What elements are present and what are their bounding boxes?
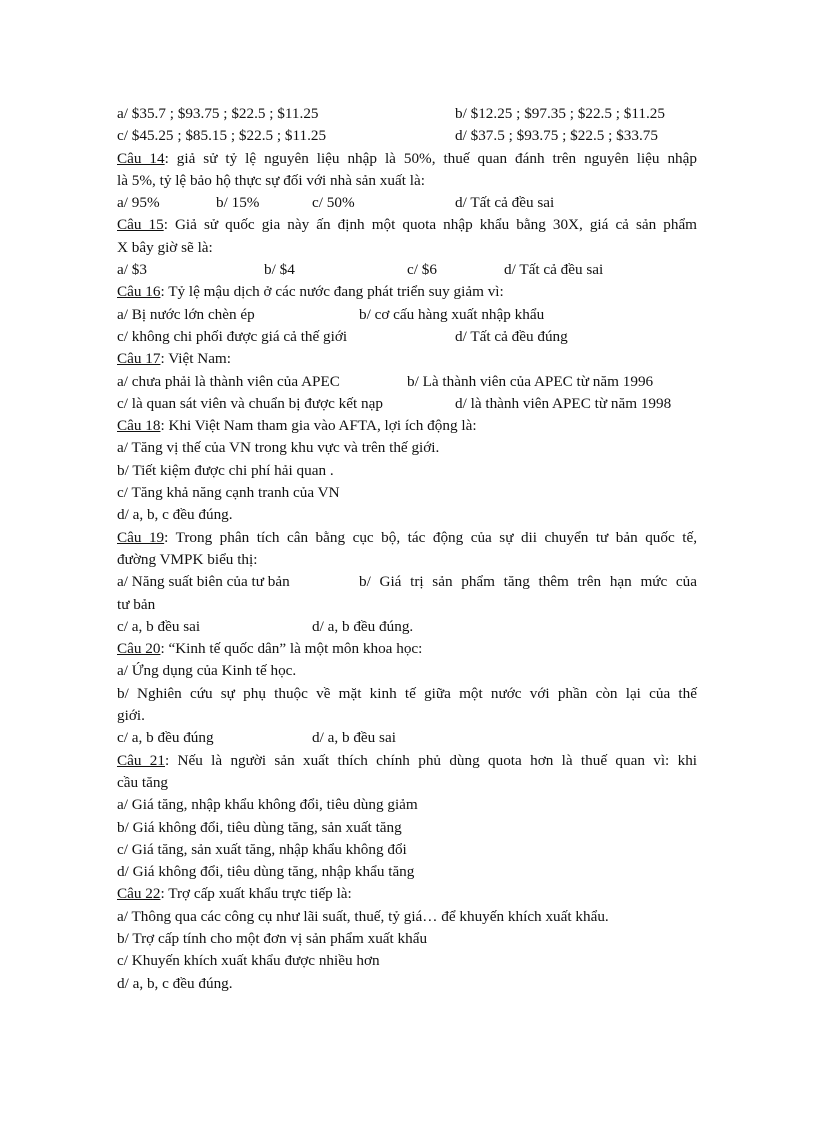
q17-option-d: d/ là thành viên APEC từ năm 1998 bbox=[455, 394, 672, 412]
q13-options-row-2 bbox=[117, 125, 697, 147]
q22-label: Câu 22 bbox=[117, 885, 161, 903]
q19-option-a: a/ Năng suất biên của tư bản bbox=[117, 573, 290, 591]
q13-option-a: a/ $35.7 ; $93.75 ; $22.5 ; $11.25 bbox=[117, 105, 319, 122]
q17-options-row-1 bbox=[117, 371, 697, 393]
q21-option-a: a/ Giá tăng, nhập khẩu không đổi, tiêu dùng giảm bbox=[117, 796, 418, 814]
q18-text: : Khi Việt Nam tham gia vào AFTA, lợi ích động là: bbox=[160, 417, 477, 435]
q20-option-b-line-1: b/ Nghiên cứu sự phụ thuộc về mặt kinh tế giữa một nước với phần còn lại của thế bbox=[117, 684, 697, 702]
q17-option-a: a/ chưa phải là thành viên của APEC bbox=[117, 372, 340, 390]
q15-options-row bbox=[117, 259, 697, 281]
q16-question-line bbox=[117, 281, 697, 303]
q15-text-2: X bây giờ sẽ là: bbox=[117, 238, 213, 256]
q16-options-row-1 bbox=[117, 304, 697, 326]
q21-label: Câu 21 bbox=[117, 751, 165, 769]
q21-option-c: c/ Giá tăng, sản xuất tăng, nhập khẩu không đổi bbox=[117, 840, 407, 858]
q14-option-b: b/ 15% bbox=[216, 194, 260, 212]
q15-text-1: : Giả sử quốc gia này ấn định một quota nhập khẩu bằng 30X, giá cả sản phẩm bbox=[163, 216, 697, 234]
q19-options-row-1 bbox=[117, 571, 697, 593]
q19-option-b-line-1: b/ Giá trị sản phẩm tăng thêm trên hạn mức của bbox=[359, 573, 697, 591]
q18-option-b: b/ Tiết kiệm được chi phí hải quan . bbox=[117, 461, 334, 479]
q22-question-line bbox=[117, 883, 697, 905]
q20-option-a: a/ Ứng dụng của Kinh tế học. bbox=[117, 662, 297, 680]
q21-question-line-2 bbox=[117, 772, 697, 794]
q14-option-a: a/ 95% bbox=[117, 194, 160, 212]
q21-text-1: : Nếu là người sản xuất thích chính phủ dùng quota hơn là thuế quan vì: khi bbox=[164, 751, 698, 769]
q13-option-b: b/ $12.25 ; $97.35 ; $22.5 ; $11.25 bbox=[455, 105, 665, 122]
q19-label: Câu 19 bbox=[117, 528, 165, 546]
q17-option-b: b/ Là thành viên của APEC từ năm 1996 bbox=[407, 372, 654, 390]
q19-text-2: đường VMPK biểu thị: bbox=[117, 550, 258, 568]
q15-option-c: c/ $6 bbox=[407, 261, 437, 279]
q18-option-d: d/ a, b, c đều đúng. bbox=[117, 506, 233, 524]
q20-label: Câu 20 bbox=[117, 640, 161, 658]
q17-question-line bbox=[117, 348, 697, 370]
q19-option-b-line-2: tư bản bbox=[117, 595, 156, 613]
q16-option-a: a/ Bị nước lớn chèn ép bbox=[117, 305, 255, 323]
q19-option-d: d/ a, b đều đúng. bbox=[312, 617, 414, 635]
q14-label: Câu 14 bbox=[117, 149, 165, 167]
q22-option-b: b/ Trợ cấp tính cho một đơn vị sản phẩm xuất khẩu bbox=[117, 929, 428, 947]
q19-text-1: : Trong phân tích cân bằng cục bộ, tác động của sự dii chuyển tư bản quốc tế, bbox=[164, 528, 697, 546]
q15-question-line-1 bbox=[117, 214, 697, 236]
q20-text: : “Kinh tế quốc dân” là một môn khoa học: bbox=[160, 640, 423, 658]
document-page bbox=[117, 103, 697, 995]
q17-label: Câu 17 bbox=[117, 350, 161, 368]
q15-label: Câu 15 bbox=[117, 216, 164, 234]
q20-option-d: d/ a, b đều sai bbox=[312, 729, 396, 747]
q13-option-c: c/ $45.25 ; $85.15 ; $22.5 ; $11.25 bbox=[117, 127, 327, 145]
q21-option-d: d/ Giá không đổi, tiêu dùng tăng, nhập khẩu tăng bbox=[117, 863, 415, 881]
q18-label: Câu 18 bbox=[117, 417, 161, 435]
q16-text: : Tỷ lệ mậu dịch ở các nước đang phát triển suy giảm vì: bbox=[160, 283, 504, 301]
q21-option-b: b/ Giá không đổi, tiêu dùng tăng, sản xuất tăng bbox=[117, 818, 402, 836]
q17-options-row-2 bbox=[117, 393, 697, 415]
q18-option-a: a/ Tăng vị thế của VN trong khu vực và trên thế giới. bbox=[117, 439, 440, 457]
q16-option-b: b/ cơ cấu hàng xuất nhập khẩu bbox=[359, 305, 545, 323]
q22-option-a: a/ Thông qua các công cụ như lãi suất, thuế, tỷ giá… để khuyến khích xuất khẩu. bbox=[117, 907, 609, 925]
q17-option-c: c/ là quan sát viên và chuẩn bị được kết nạp bbox=[117, 394, 383, 412]
q21-question-line-1 bbox=[117, 750, 697, 772]
q15-question-line-2 bbox=[117, 237, 697, 259]
q20-option-c: c/ a, b đều đúng bbox=[117, 729, 214, 747]
q18-question-line bbox=[117, 415, 697, 437]
q19-option-c: c/ a, b đều sai bbox=[117, 617, 201, 635]
q20-option-b-line-2: giới. bbox=[117, 707, 145, 725]
q14-text-2: là 5%, tỷ lệ bảo hộ thực sự đối với nhà sản xuất là: bbox=[117, 171, 425, 189]
q16-options-row-2 bbox=[117, 326, 697, 348]
q16-option-d: d/ Tất cả đều đúng bbox=[455, 327, 568, 345]
q15-option-a: a/ $3 bbox=[117, 261, 147, 279]
q22-text: : Trợ cấp xuất khẩu trực tiếp là: bbox=[160, 885, 352, 903]
q14-options-row bbox=[117, 192, 697, 214]
q14-question-line-2 bbox=[117, 170, 697, 192]
q18-option-c: c/ Tăng khả năng cạnh tranh của VN bbox=[117, 484, 340, 502]
q22-option-c: c/ Khuyến khích xuất khẩu được nhiều hơn bbox=[117, 952, 380, 970]
q16-option-c: c/ không chi phối được giá cả thế giới bbox=[117, 327, 348, 345]
q20-question-line bbox=[117, 638, 697, 660]
q13-option-d: d/ $37.5 ; $93.75 ; $22.5 ; $33.75 bbox=[455, 127, 658, 145]
q14-option-d: d/ Tất cả đều sai bbox=[455, 194, 555, 212]
q16-label: Câu 16 bbox=[117, 283, 161, 301]
q19-question-line-1 bbox=[117, 527, 697, 549]
q17-text: : Việt Nam: bbox=[160, 350, 231, 368]
q22-option-d: d/ a, b, c đều đúng. bbox=[117, 974, 233, 992]
q19-question-line-2 bbox=[117, 549, 697, 571]
q20-options-row bbox=[117, 727, 697, 749]
q19-options-row-2 bbox=[117, 616, 697, 638]
q14-text-1: : giả sử tỷ lệ nguyên liệu nhập là 50%, thuế quan đánh trên nguyên liệu nhập bbox=[164, 149, 697, 167]
q15-option-b: b/ $4 bbox=[264, 261, 295, 279]
q14-option-c: c/ 50% bbox=[312, 194, 355, 212]
q13-options-row-1 bbox=[117, 103, 697, 125]
q14-question-line-1 bbox=[117, 148, 697, 170]
q21-text-2: cầu tăng bbox=[117, 773, 169, 791]
q15-option-d: d/ Tất cả đều sai bbox=[504, 261, 604, 279]
